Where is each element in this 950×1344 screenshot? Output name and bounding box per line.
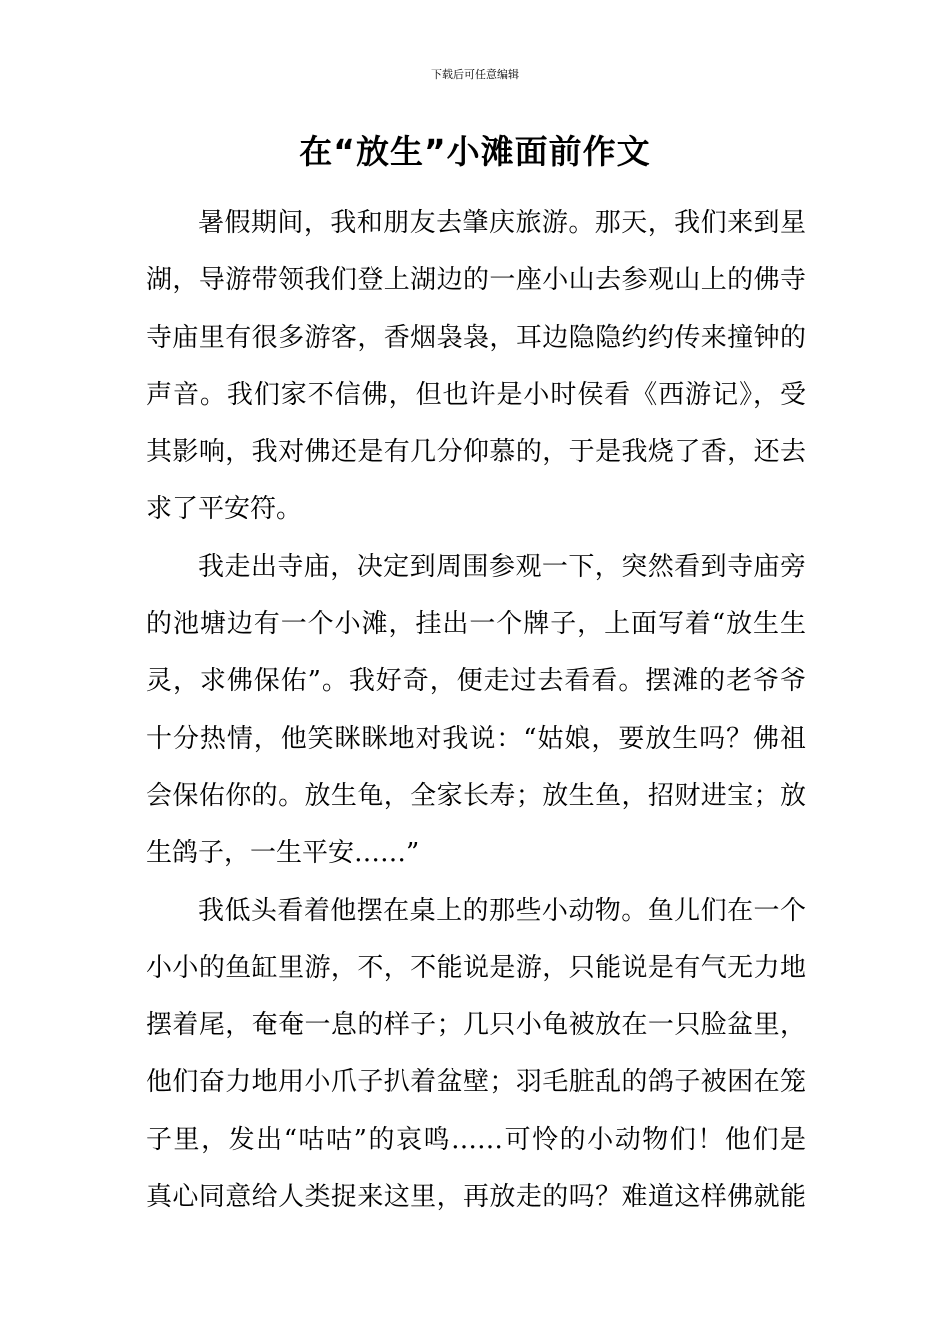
text-line: 求了平安符。 bbox=[146, 494, 303, 525]
text-line: 暑假期间，我和朋友去肇庆旅游。那天，我们来到星 bbox=[198, 208, 806, 238]
text-line: 我走出寺庙，决定到周围参观一下，突然看到寺庙旁 bbox=[198, 551, 806, 582]
text-line: 他们奋力地用小爪子扒着盆壁；羽毛脏乱的鸽子被困在笼 bbox=[146, 1067, 806, 1098]
header-note: 下载后可任意编辑 bbox=[431, 68, 519, 81]
text-line: 声音。我们家不信佛，但也许是小时侯看《西游记》，受 bbox=[146, 379, 806, 410]
text-line: 湖，导游带领我们登上湖边的一座小山去参观山上的佛寺 bbox=[146, 265, 806, 296]
paragraph-2 bbox=[146, 539, 806, 883]
text-line: 其影响，我对佛还是有几分仰慕的，于是我烧了香，还去 bbox=[146, 437, 806, 468]
document-title: 在“放生”小滩面前作文 bbox=[299, 132, 651, 171]
text-line: 摆着尾，奄奄一息的样子；几只小龟被放在一只脸盆里， bbox=[146, 1010, 806, 1041]
text-line: 子里，发出“咕咕”的哀鸣……可怜的小动物们！他们是 bbox=[146, 1124, 806, 1155]
text-line: 生鸽子，一生平安……” bbox=[146, 838, 420, 869]
text-line: 十分热情，他笑眯眯地对我说：“姑娘，要放生吗？佛祖 bbox=[146, 723, 806, 754]
paragraph-1 bbox=[146, 195, 806, 539]
text-line: 真心同意给人类捉来这里，再放走的吗？难道这样佛就能 bbox=[146, 1182, 806, 1213]
text-line: 的池塘边有一个小滩，挂出一个牌子，上面写着“放生生 bbox=[146, 609, 806, 640]
text-line: 小小的鱼缸里游，不，不能说是游，只能说是有气无力地 bbox=[146, 952, 806, 983]
text-line: 寺庙里有很多游客，香烟袅袅，耳边隐隐约约传来撞钟的 bbox=[146, 322, 806, 353]
text-line: 会保佑你的。放生龟，全家长寿；放生鱼，招财进宝；放 bbox=[146, 780, 806, 811]
document-body bbox=[146, 195, 806, 1226]
text-line: 我低头看着他摆在桌上的那些小动物。鱼儿们在一个 bbox=[198, 895, 806, 926]
text-line: 灵，求佛保佑”。我好奇，便走过去看看。摆滩的老爷爷 bbox=[146, 666, 806, 697]
paragraph-3 bbox=[146, 883, 806, 1227]
